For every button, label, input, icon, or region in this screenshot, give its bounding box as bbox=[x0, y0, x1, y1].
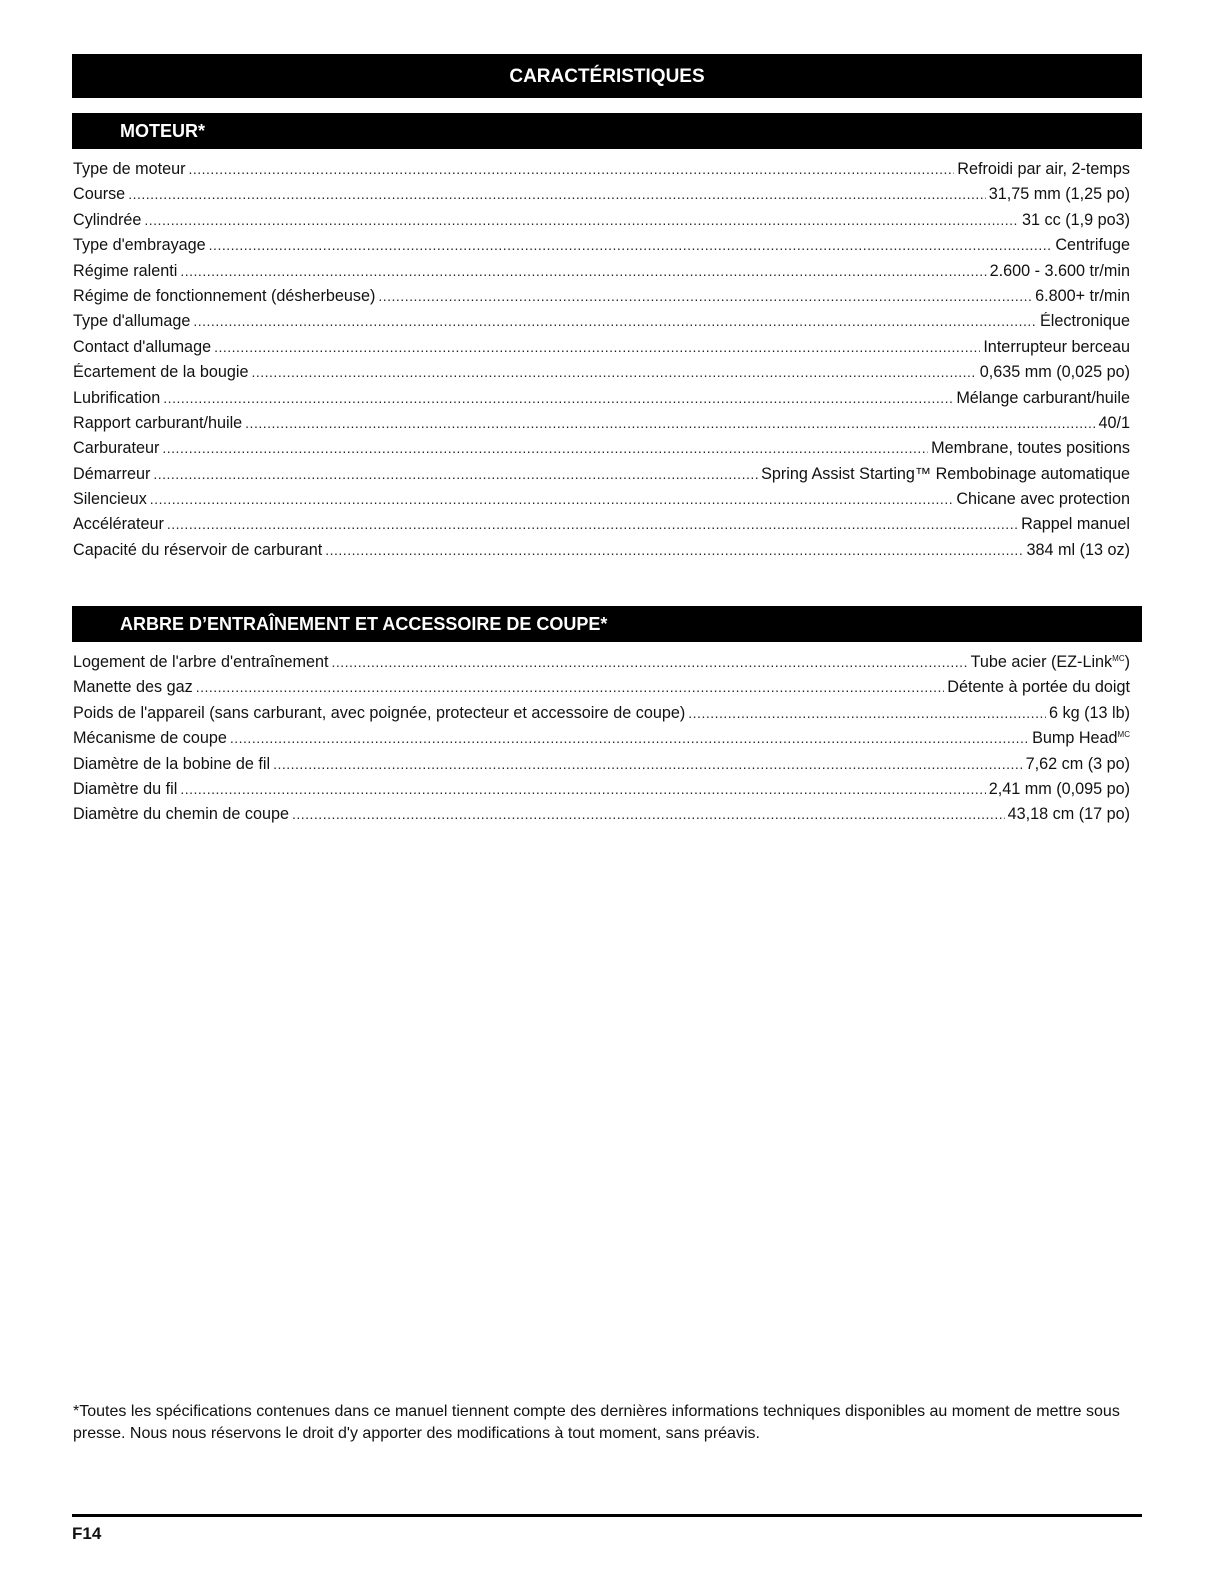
spec-label: Manette des gaz bbox=[73, 678, 193, 697]
page-title: CARACTÉRISTIQUES bbox=[72, 54, 1142, 98]
spec-value bbox=[956, 490, 1130, 509]
dot-leader bbox=[245, 415, 1095, 431]
dot-leader bbox=[325, 542, 1023, 558]
spec-value bbox=[931, 439, 1130, 458]
spec-row bbox=[73, 704, 1130, 729]
spec-row bbox=[73, 287, 1130, 312]
trademark-superscript: MC bbox=[1117, 730, 1130, 740]
dot-leader bbox=[163, 390, 953, 406]
spec-row bbox=[73, 363, 1130, 388]
spec-value bbox=[1098, 414, 1130, 433]
footnote: *Toutes les spécifications contenues dans ce manuel tiennent compte des dernières informations techniques disponibles au moment de mettre sous presse. Nous nous réservons le droit d'y apporter des modifications à tout moment, sans préavis. bbox=[73, 1403, 1120, 1442]
spec-label: Régime de fonctionnement (désherbeuse) bbox=[73, 286, 376, 305]
spec-label: Silencieux bbox=[73, 490, 147, 509]
spec-label: Logement de l'arbre d'entraînement bbox=[73, 653, 329, 671]
spec-value bbox=[761, 465, 1130, 484]
spec-value-text: Chicane avec protection bbox=[956, 490, 1130, 509]
spec-row bbox=[73, 541, 1130, 566]
spec-value-text: Rappel manuel bbox=[1021, 515, 1130, 534]
spec-value bbox=[983, 338, 1130, 357]
spec-list-arbre bbox=[73, 653, 1130, 831]
dot-leader bbox=[331, 654, 967, 670]
spec-value-text: 2,41 mm (0,095 po) bbox=[988, 779, 1130, 798]
section-heading-arbre: ARBRE D’ENTRAÎNEMENT ET ACCESSOIRE DE COUPE* bbox=[72, 606, 1142, 642]
dot-leader bbox=[292, 806, 1005, 822]
spec-row bbox=[73, 653, 1130, 678]
spec-label: Démarreur bbox=[73, 464, 151, 483]
spec-label: Capacité du réservoir de carburant bbox=[73, 540, 323, 559]
spec-value-text: 40/1 bbox=[1098, 413, 1130, 432]
dot-leader bbox=[180, 781, 985, 797]
spec-value-text: 31,75 mm (1,25 po) bbox=[988, 185, 1130, 204]
section-heading-moteur: MOTEUR* bbox=[72, 113, 1142, 149]
spec-label: Diamètre du chemin de coupe bbox=[73, 805, 289, 824]
spec-value-text: Bump Head bbox=[1032, 729, 1118, 748]
dot-leader bbox=[162, 440, 928, 456]
spec-row bbox=[73, 780, 1130, 805]
spec-row bbox=[73, 678, 1130, 703]
dot-leader bbox=[128, 186, 986, 202]
spec-value-text: 6.800+ tr/min bbox=[1035, 286, 1130, 305]
spec-value bbox=[1027, 541, 1130, 560]
spec-value bbox=[1032, 729, 1130, 748]
dot-leader bbox=[209, 237, 1053, 253]
dot-leader bbox=[196, 679, 945, 695]
spec-value bbox=[1035, 287, 1130, 306]
spec-value bbox=[989, 185, 1130, 204]
spec-value-text: 31 cc (1,9 po3) bbox=[1022, 210, 1130, 229]
spec-value bbox=[1055, 236, 1130, 255]
spec-label: Contact d'allumage bbox=[73, 337, 212, 356]
dot-leader bbox=[273, 756, 1023, 772]
bottom-rule bbox=[72, 1514, 1142, 1517]
spec-row bbox=[73, 185, 1130, 210]
spec-row bbox=[73, 338, 1130, 363]
spec-row bbox=[73, 211, 1130, 236]
spec-value-text: 43,18 cm (17 po) bbox=[1007, 805, 1130, 824]
spec-value bbox=[1021, 515, 1130, 534]
spec-value bbox=[956, 389, 1130, 408]
dot-leader bbox=[144, 212, 1019, 228]
spec-label: Course bbox=[73, 185, 126, 204]
spec-value bbox=[1040, 312, 1130, 331]
dot-leader bbox=[150, 491, 954, 507]
dot-leader bbox=[188, 161, 954, 177]
spec-list-moteur bbox=[73, 160, 1130, 566]
spec-value bbox=[971, 653, 1130, 672]
spec-label: Type d'allumage bbox=[73, 312, 191, 331]
dot-leader bbox=[153, 466, 758, 482]
spec-value bbox=[990, 262, 1130, 281]
spec-row bbox=[73, 389, 1130, 414]
spec-row bbox=[73, 160, 1130, 185]
spec-row bbox=[73, 755, 1130, 780]
spec-label: Type de moteur bbox=[73, 160, 186, 178]
spec-label: Type d'embrayage bbox=[73, 236, 206, 255]
spec-row bbox=[73, 490, 1130, 515]
dot-leader bbox=[688, 705, 1046, 721]
spec-row bbox=[73, 262, 1130, 287]
spec-value bbox=[1022, 211, 1130, 230]
spec-label: Écartement de la bougie bbox=[73, 363, 249, 382]
spec-label: Diamètre de la bobine de fil bbox=[73, 754, 271, 773]
spec-value-text: Tube acier (EZ-Link bbox=[970, 653, 1113, 671]
spec-value bbox=[1008, 805, 1130, 824]
spec-label: Rapport carburant/huile bbox=[73, 413, 243, 432]
spec-row bbox=[73, 515, 1130, 540]
dot-leader bbox=[167, 516, 1018, 532]
spec-value-text: 2.600 - 3.600 tr/min bbox=[989, 261, 1130, 280]
spec-label: Carburateur bbox=[73, 439, 160, 458]
page-number: F14 bbox=[72, 1524, 102, 1543]
spec-row bbox=[73, 805, 1130, 830]
dot-leader bbox=[214, 339, 980, 355]
spec-value bbox=[957, 160, 1130, 179]
spec-value-text: 7,62 cm (3 po) bbox=[1025, 754, 1130, 773]
spec-label: Régime ralenti bbox=[73, 261, 178, 280]
spec-value bbox=[1026, 755, 1130, 774]
spec-value-text: Mélange carburant/huile bbox=[956, 388, 1130, 407]
spec-row bbox=[73, 729, 1130, 754]
spec-value bbox=[947, 678, 1130, 697]
spec-row bbox=[73, 414, 1130, 439]
dot-leader bbox=[230, 730, 1029, 746]
dot-leader bbox=[180, 263, 986, 279]
spec-row bbox=[73, 236, 1130, 261]
trademark-superscript: MC bbox=[1112, 654, 1125, 663]
spec-value-text: 0,635 mm (0,025 po) bbox=[979, 363, 1130, 382]
dot-leader bbox=[378, 288, 1032, 304]
spec-label: Lubrification bbox=[73, 388, 161, 407]
spec-label: Accélérateur bbox=[73, 515, 164, 534]
spec-value-text: Interrupteur berceau bbox=[983, 337, 1130, 356]
spec-value-text: Membrane, toutes positions bbox=[931, 439, 1130, 458]
dot-leader bbox=[251, 364, 976, 380]
spec-row bbox=[73, 312, 1130, 337]
spec-value-text: Électronique bbox=[1040, 312, 1130, 331]
spec-value bbox=[980, 363, 1130, 382]
spec-row bbox=[73, 439, 1130, 464]
spec-label: Diamètre du fil bbox=[73, 779, 178, 798]
spec-value-text: Détente à portée du doigt bbox=[947, 678, 1130, 697]
spec-value-text: 6 kg (13 lb) bbox=[1049, 703, 1130, 722]
spec-value-text: Centrifuge bbox=[1055, 236, 1130, 255]
spec-value-text: Refroidi par air, 2-temps bbox=[957, 160, 1130, 178]
spec-label: Mécanisme de coupe bbox=[73, 729, 227, 748]
spec-value-text: Spring Assist Starting™ Rembobinage automatique bbox=[761, 464, 1130, 483]
spec-value bbox=[989, 780, 1130, 799]
spec-value-text: 384 ml (13 oz) bbox=[1026, 540, 1130, 559]
spec-value-suffix: ) bbox=[1124, 653, 1130, 671]
spec-label: Cylindrée bbox=[73, 210, 142, 229]
spec-value bbox=[1049, 704, 1130, 723]
spec-row bbox=[73, 465, 1130, 490]
spec-label: Poids de l'appareil (sans carburant, avec poignée, protecteur et accessoire de coupe) bbox=[73, 703, 686, 722]
dot-leader bbox=[193, 313, 1037, 329]
